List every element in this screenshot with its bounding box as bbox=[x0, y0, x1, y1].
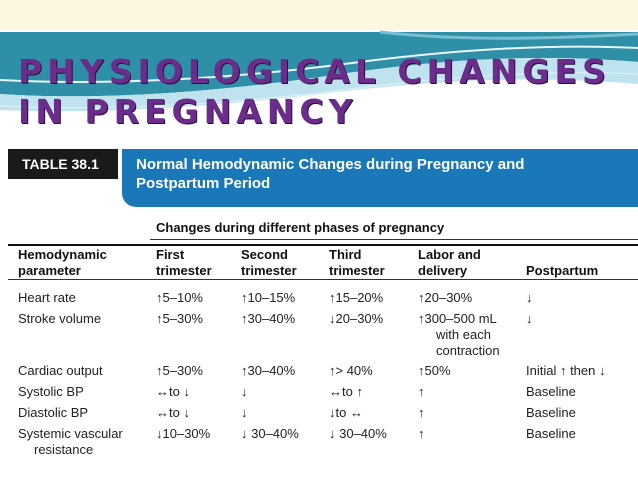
table-cell-second-trimester: ↓ bbox=[241, 405, 248, 420]
table-cell-postpartum: Baseline bbox=[526, 384, 576, 399]
table-cell-postpartum: Baseline bbox=[526, 405, 576, 420]
table-cell-parameter bbox=[18, 290, 76, 306]
table-cell-third-trimester: ↓20–30% bbox=[329, 311, 384, 326]
column-header-second-trimester: Second trimester bbox=[241, 247, 297, 278]
table-cell-second-trimester: ↓ bbox=[241, 384, 248, 399]
table-cell-line: ↑300–500 mL bbox=[418, 311, 497, 326]
table-cell-postpartum: Baseline bbox=[526, 426, 576, 441]
table-cell-third-trimester: ↓to ↔ bbox=[329, 405, 363, 420]
table-cell-parameter bbox=[18, 311, 101, 327]
table-cell-postpartum: ↓ bbox=[526, 311, 533, 326]
column-header-first-trimester: First trimester bbox=[156, 247, 212, 278]
table-cell-first-trimester: ↔to ↓ bbox=[156, 405, 190, 420]
table-cell-line: Heart rate bbox=[18, 290, 76, 305]
table-cell-first-trimester: ↑5–30% bbox=[156, 311, 203, 326]
table-cell-parameter bbox=[18, 405, 88, 421]
column-header-parameter: Hemodynamic parameter bbox=[18, 247, 107, 278]
table-cell-labor-delivery bbox=[418, 405, 425, 421]
column-header-third-trimester: Third trimester bbox=[329, 247, 385, 278]
table-cell-line: Diastolic BP bbox=[18, 405, 89, 420]
table-cell-labor-delivery bbox=[418, 290, 472, 306]
table-cell-first-trimester: ↓10–30% bbox=[156, 426, 211, 441]
table-cell-third-trimester: ↔to ↑ bbox=[329, 384, 363, 399]
table-cell-second-trimester: ↑30–40% bbox=[241, 311, 296, 326]
table-caption bbox=[136, 155, 616, 193]
table-figure bbox=[0, 147, 638, 467]
table-number-badge: TABLE 38.1 bbox=[8, 149, 118, 179]
table-cell-line: ↑ bbox=[418, 384, 425, 399]
table-cell-postpartum: Initial ↑ then ↓ bbox=[526, 363, 606, 378]
column-header-labor-delivery: Labor and delivery bbox=[418, 247, 481, 278]
table-cell-line: ↑ bbox=[418, 426, 425, 441]
table-cell-parameter bbox=[18, 384, 84, 400]
table-cell-second-trimester: ↓ 30–40% bbox=[241, 426, 299, 441]
table-cell-second-trimester: ↑30–40% bbox=[241, 363, 296, 378]
column-spanner-heading: Changes during different phases of pregnancy bbox=[156, 220, 445, 235]
table-cell-line: Systolic BP bbox=[18, 384, 84, 399]
table-cell-labor-delivery bbox=[418, 384, 425, 400]
table-cell-labor-delivery bbox=[418, 363, 451, 379]
table-cell-labor-delivery bbox=[418, 426, 425, 442]
slide-title-line-2: IN PREGNANCY bbox=[18, 92, 358, 131]
table-cell-third-trimester: ↓ 30–40% bbox=[329, 426, 387, 441]
table-cell-first-trimester: ↑5–10% bbox=[156, 290, 203, 305]
table-cell-line: contraction bbox=[436, 343, 500, 358]
table-cell-line: Stroke volume bbox=[18, 311, 102, 326]
table-cell-parameter bbox=[18, 426, 123, 458]
table-cell-line: ↑ bbox=[418, 405, 425, 420]
table-cell-third-trimester: ↑15–20% bbox=[329, 290, 384, 305]
table-cell-line: ↑20–30% bbox=[418, 290, 473, 305]
slide-title bbox=[18, 52, 611, 132]
table-cell-parameter bbox=[18, 363, 103, 379]
table-caption-line-1: Normal Hemodynamic Changes during Pregnancy and bbox=[136, 156, 525, 173]
table-cell-line: with each bbox=[436, 327, 491, 342]
table-cell-labor-delivery bbox=[418, 311, 500, 359]
table-cell-line: Cardiac output bbox=[18, 363, 103, 378]
table-cell-postpartum: ↓ bbox=[526, 290, 533, 305]
slide-title-line-1: PHYSIOLOGICAL CHANGES bbox=[18, 52, 611, 91]
table-cell-line: Systemic vascular bbox=[18, 426, 123, 441]
table-cell-line: ↑50% bbox=[418, 363, 451, 378]
table-cell-line: resistance bbox=[34, 442, 94, 457]
column-header-postpartum: Postpartum bbox=[526, 263, 599, 278]
header-rule bbox=[8, 244, 638, 246]
table-cell-first-trimester: ↔to ↓ bbox=[156, 384, 190, 399]
table-cell-third-trimester: ↑> 40% bbox=[329, 363, 373, 378]
table-cell-first-trimester: ↑5–30% bbox=[156, 363, 203, 378]
spanner-rule bbox=[150, 239, 638, 240]
column-header-rule bbox=[8, 279, 638, 280]
table-cell-second-trimester: ↑10–15% bbox=[241, 290, 296, 305]
table-caption-line-2: Postpartum Period bbox=[136, 175, 271, 192]
